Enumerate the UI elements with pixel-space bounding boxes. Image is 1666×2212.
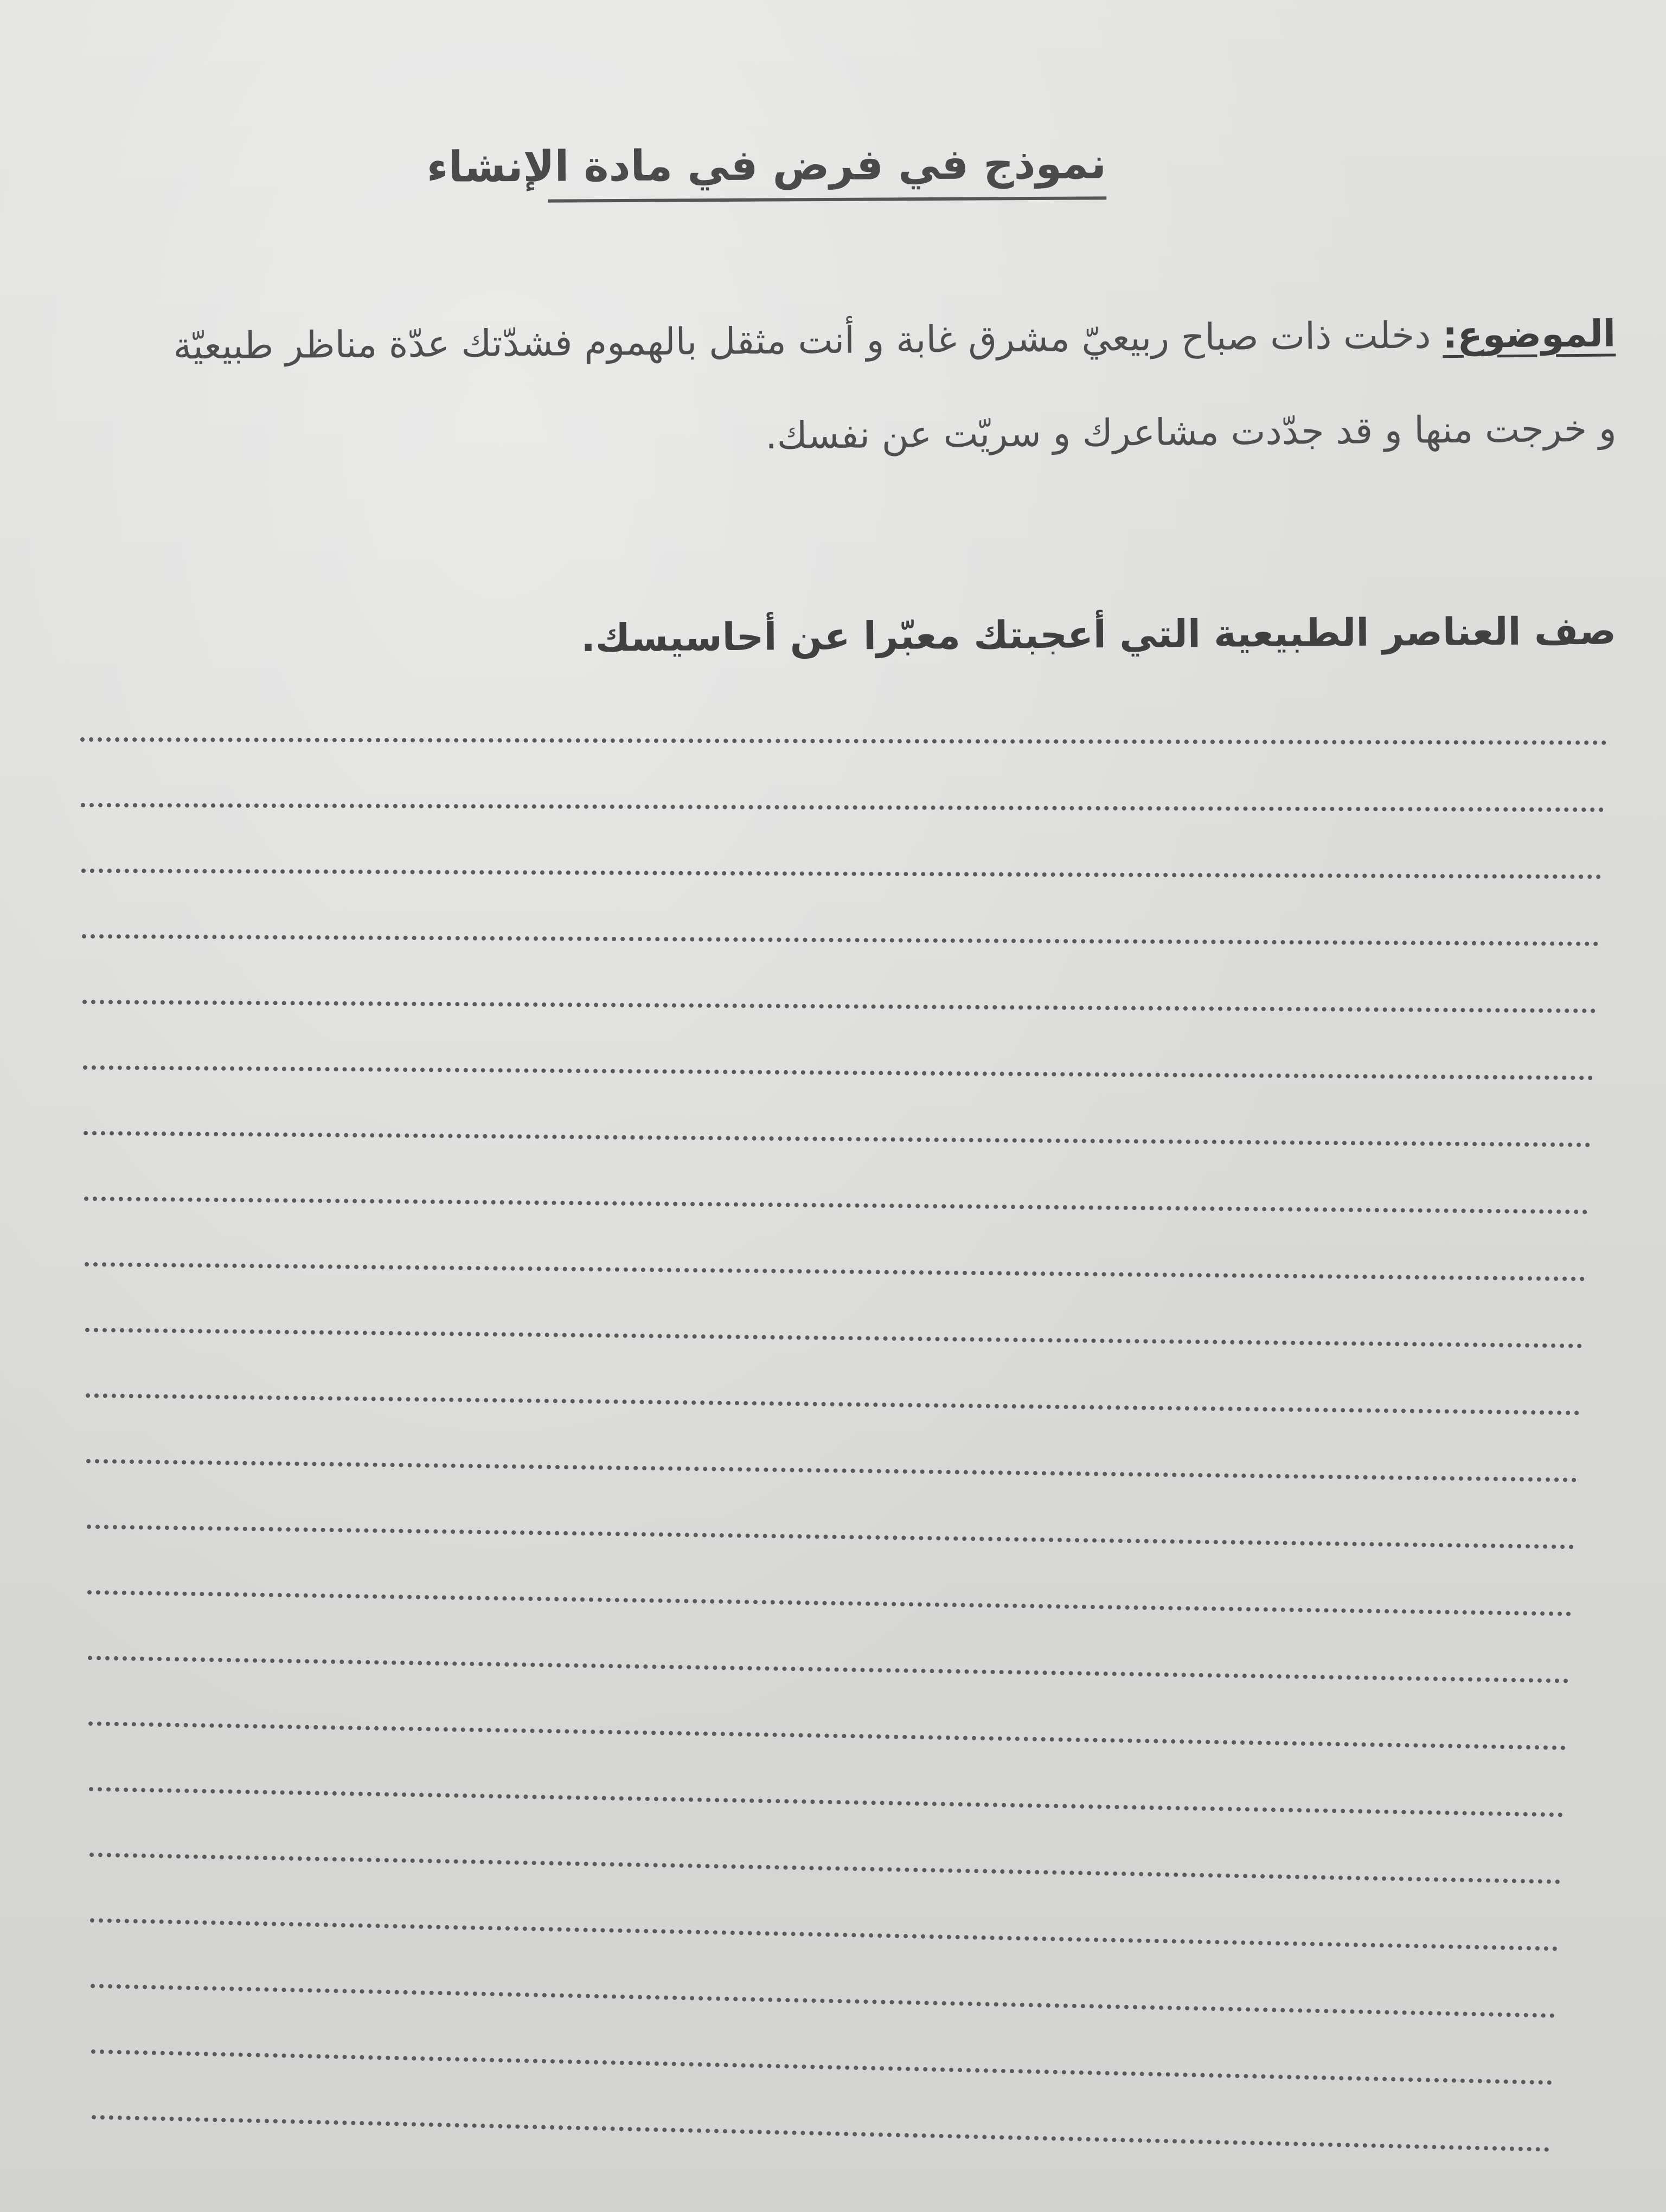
answer-line[interactable] (88, 1656, 1569, 1683)
topic-text: دخلت ذات صباح ربيعيّ مشرق غابة و أنت مثقل بالهموم فشدّتك عدّة مناظر طبيعيّة و خرجت منها و قد جدّدت مشاعرك و سريّت عن نفسك. (173, 314, 1617, 458)
topic-label: الموضوع: (1442, 312, 1616, 357)
page-title: نموذج في فرض في مادة الإنشاء (548, 131, 1107, 202)
answer-line[interactable] (86, 1459, 1577, 1482)
answer-line[interactable] (90, 1918, 1558, 1951)
answer-line[interactable] (84, 1131, 1591, 1147)
question-prompt: صف العناصر الطبيعية التي أعجبتك معبّرا عن أحاسيسك. (580, 608, 1617, 660)
answer-line[interactable] (83, 1065, 1593, 1080)
answer-line[interactable] (81, 803, 1604, 812)
answer-line[interactable] (82, 1000, 1596, 1013)
answer-line[interactable] (91, 2049, 1553, 2085)
answer-line[interactable] (86, 1393, 1580, 1415)
answer-line[interactable] (81, 869, 1601, 879)
answer-line[interactable] (82, 934, 1599, 946)
answer-line[interactable] (89, 1787, 1564, 1817)
answer-line[interactable] (89, 1853, 1561, 1884)
answer-line[interactable] (85, 1328, 1582, 1348)
answer-line[interactable] (84, 1197, 1588, 1214)
answer-line[interactable] (80, 737, 1607, 745)
answer-line[interactable] (87, 1590, 1572, 1616)
answer-line[interactable] (87, 1525, 1574, 1549)
answer-line[interactable] (88, 1721, 1566, 1750)
answer-line[interactable] (91, 1984, 1555, 2018)
answer-line[interactable] (92, 2115, 1550, 2152)
answer-line[interactable] (85, 1262, 1585, 1281)
